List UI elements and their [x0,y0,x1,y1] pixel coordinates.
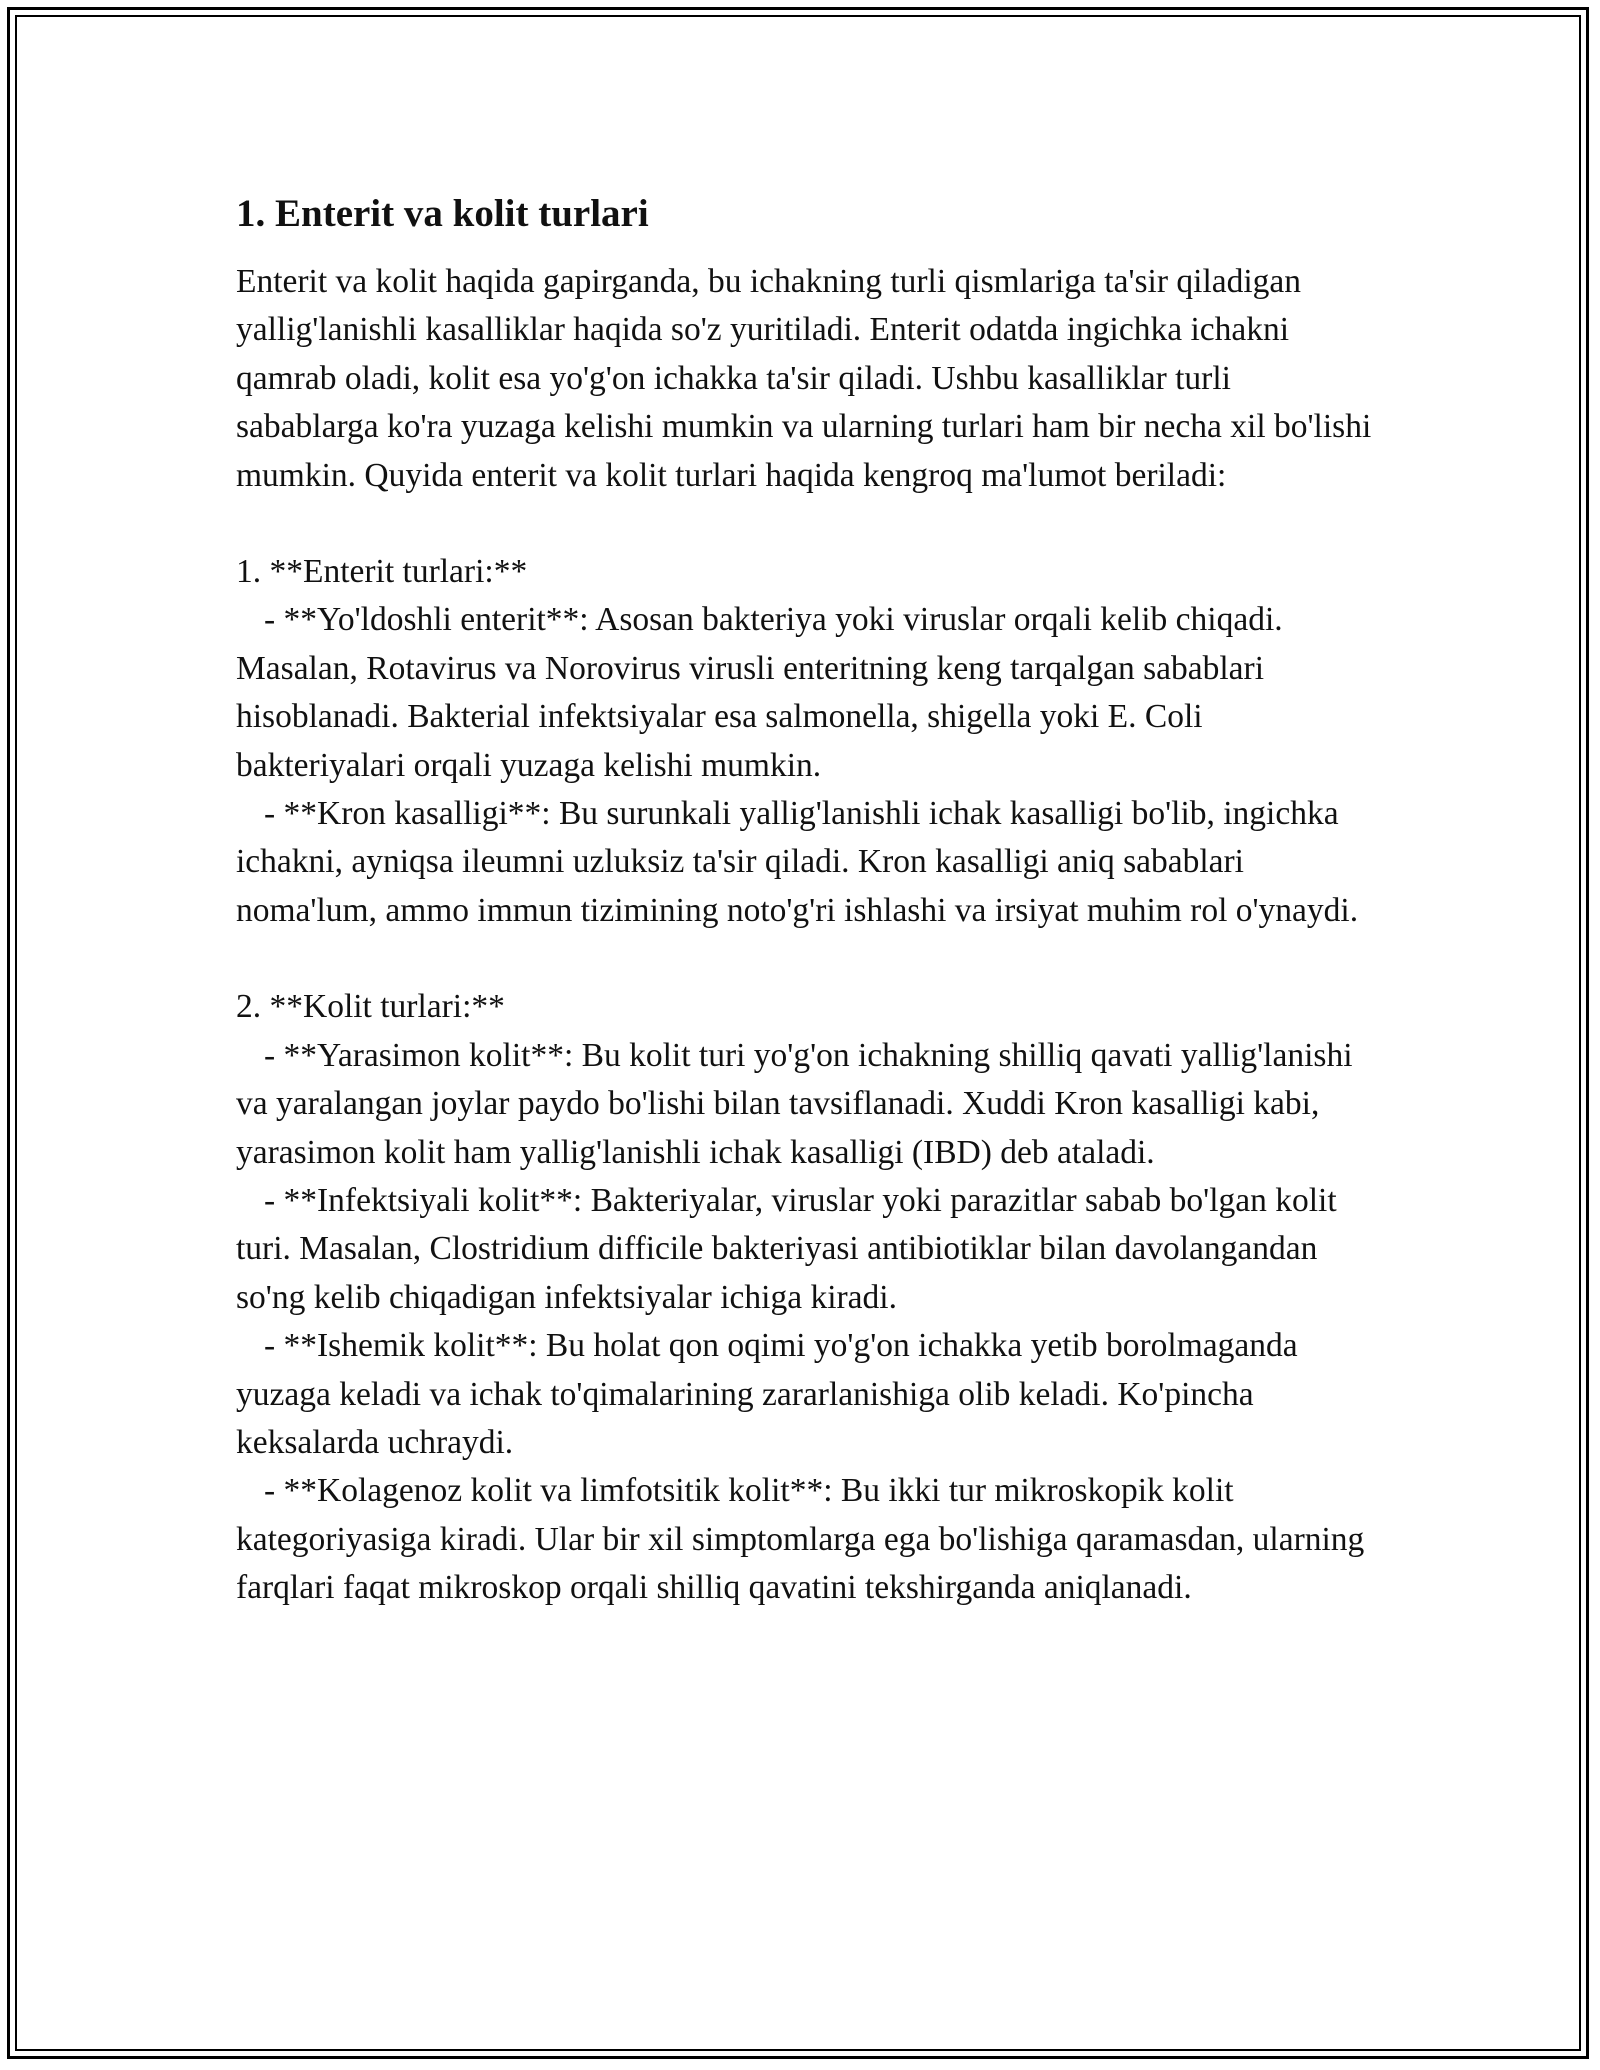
section-heading: 1. Enterit va kolit turlari [236,192,649,235]
intro-paragraph: Enterit va kolit haqida gapirganda, bu ichakning turli qismlariga ta'sir qiladigan yallig'lanishli kasalliklar haqida so'z yuritiladi. Enterit odatda ingichka ichakni qamrab oladi, kolit esa yo'g'on ichakka ta'sir qiladi. Ushbu kasalliklar turli sabablarga ko'ra yuzaga kelishi mumkin va ularning turlari ham bir necha xil bo'lishi mumkin. Quyida enterit va kolit turlari haqida kengroq ma'lumot beriladi: [236,263,1380,494]
list-item-yarasimon-kolit: - **Yarasimon kolit**: Bu kolit turi yo'g'on ichakning shilliq qavati yallig'lanishi va yaralangan joylar paydo bo'lishi bilan tavsiflanadi. Xuddi Kron kasalligi kabi, yarasimon kolit ham yallig'lanishli ichak kasalligi (IBD) deb ataladi. [236,1036,1361,1171]
document-body [236,186,1380,1613]
list-item-ishemik-kolit: - **Ishemik kolit**: Bu holat qon oqimi yo'g'on ichakka yetib borolmaganda yuzaga keladi va ichak to'qimalarining zararlanishiga olib keladi. Ko'pincha keksalarda uchraydi. [236,1327,1307,1461]
list-item-yoldoshli-enterit: - **Yo'ldoshli enterit**: Asosan bakteriya yoki viruslar orqali kelib chiqadi. Masalan, Rotavirus va Norovirus virusli enteritning keng tarqalgan sabablari hisoblanadi. Bakterial infektsiyalar esa salmonella, shigella yoki E. Coli bakteriyalari orqali yuzaga kelishi mumkin. [236,601,1292,784]
enterit-types-title: 1. **Enterit turlari:** [236,553,528,591]
list-item-kron-kasalligi: - **Kron kasalligi**: Bu surunkali yallig'lanishli ichak kasalligi bo'lib, ingichka ichakni, ayniqsa ileumni uzluksiz ta'sir qiladi. Kron kasalligi aniq sabablari noma'lum, ammo immun tizimining noto'g'ri ishlashi va irsiyat muhim rol o'ynaydi. [236,795,1359,929]
list-item-kolagenoz-kolit: - **Kolagenoz kolit va limfotsitik kolit**: Bu ikki tur mikroskopik kolit kategoriyasiga kiradi. Ular bir xil simptomlarga ega bo'lishiga qaramasdan, ularning farqlari faqat mikroskop orqali shilliq qavatini tekshirganda aniqlanadi. [236,1472,1373,1607]
list-item-infektsiyali-kolit: - **Infektsiyali kolit**: Bakteriyalar, viruslar yoki parazitlar sabab bo'lgan kolit turi. Masalan, Clostridium difficile bakteriyasi antibiotiklar bilan davolangandan so'ng kelib chiqadigan infektsiyalar ichiga kiradi. [236,1181,1346,1316]
kolit-types-title: 2. **Kolit turlari:** [236,988,505,1026]
